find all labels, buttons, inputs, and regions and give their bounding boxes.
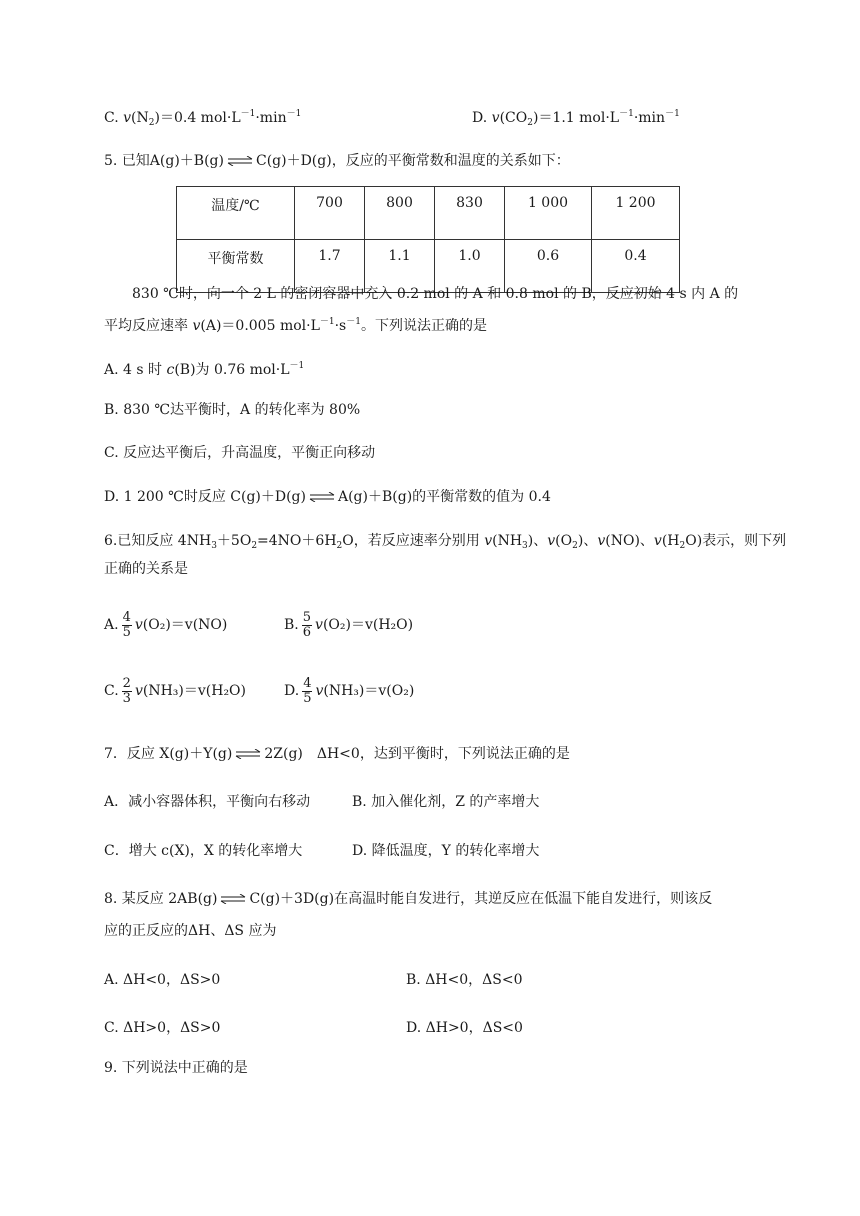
q9-stem: 9. 下列说法中正确的是 <box>104 1060 248 1076</box>
q5-intro: 5. 已知A(g)＋B(g) C(g)＋D(g)，反应的平衡常数和温度的关系如下： <box>104 153 570 169</box>
q5-option-c: C. 反应达平衡后，升高温度，平衡正向移动 <box>104 445 376 461</box>
q8-option-a: A. ΔH<0，ΔS>0 <box>104 972 221 988</box>
q6-stem-line1: 6.已知反应 $4NH_3+5O_2=4NO+6H_2O$，若反应速率分别用 $v(NH_3)$、$v(O_2)$、v(NO)、$v(H_2O)$表示，则下列 <box>104 533 787 551</box>
equilibrium-arrow-icon <box>235 749 261 759</box>
q4-option-c: C. $v(N_2)=0.4$ $mol\cdot L^{-1}\cdot\min^{-1}$ <box>104 109 302 128</box>
q5-stem-line2: 平均反应速率 v(A)＝0.005 $mol\cdot L^{-1}\cdot s^{-1}$。下列说法正确的是 <box>104 317 487 334</box>
q7-option-a: A．减小容器体积，平衡向右移动 <box>104 794 311 810</box>
q7-option-b: B. 加入催化剂，Z 的产率增大 <box>352 794 540 810</box>
q6-option-a: A. $\frac{4}{5}$ v(O₂)＝v(NO) <box>104 609 228 640</box>
q5-option-b: B. 830 ℃达平衡时，A 的转化率为 80% <box>104 402 361 418</box>
q6-stem-line2: 正确的关系是 <box>104 561 188 577</box>
q5-stem-line1: 830 ℃时，向一个 2 L 的密闭容器中充入 0.2 mol 的 A 和 0.8 mol 的 B，反应初始 4 s 内 A 的 <box>132 286 739 302</box>
equilibrium-constant-table <box>176 186 680 293</box>
q6-option-d: D. $\frac{4}{5}$ v(NH₃)＝v(O₂) <box>284 675 415 706</box>
q7-option-c: C．增大 c(X)，X 的转化率增大 <box>104 843 303 859</box>
equilibrium-arrow-icon <box>227 156 253 166</box>
q8-option-b: B. ΔH<0，ΔS<0 <box>406 972 523 988</box>
q8-stem-line1: 8. 某反应 2AB(g) C(g)＋3D(g)在高温时能自发进行，其逆反应在低温下能自发进行，则该反 <box>104 891 713 907</box>
q6-option-b: B. $\frac{5}{6}$ v(O₂)＝v(H₂O) <box>284 609 414 640</box>
q7-option-d: D. 降低温度，Y 的转化率增大 <box>352 843 540 859</box>
q5-option-a: A. 4 s 时 c(B)为 0.76 $mol\cdot L^{-1}$ <box>104 361 305 378</box>
q4-option-d: D. $v(CO_2)=1.1$ $mol\cdot L^{-1}\cdot\min^{-1}$ <box>472 109 680 128</box>
table-row: 温度/℃ 700 800 830 1 000 1 200 <box>177 187 680 240</box>
equilibrium-arrow-icon <box>309 492 335 502</box>
q8-option-c: C. ΔH>0，ΔS>0 <box>104 1020 221 1036</box>
equilibrium-arrow-icon <box>220 894 246 904</box>
q8-stem-line2: 应的正反应的ΔH、ΔS 应为 <box>104 923 277 939</box>
q5-option-d: D. 1 200 ℃时反应 C(g)＋D(g) A(g)＋B(g)的平衡常数的值为 0.4 <box>104 489 551 505</box>
table-row: 平衡常数 1.7 1.1 1.0 0.6 0.4 <box>177 240 680 293</box>
q7-stem: 7．反应 X(g)＋Y(g) 2Z(g) ΔH<0，达到平衡时，下列说法正确的是 <box>104 746 570 762</box>
q8-option-d: D. ΔH>0，ΔS<0 <box>406 1020 523 1036</box>
q6-option-c: C. $\frac{2}{3}$ v(NH₃)＝v(H₂O) <box>104 675 247 706</box>
